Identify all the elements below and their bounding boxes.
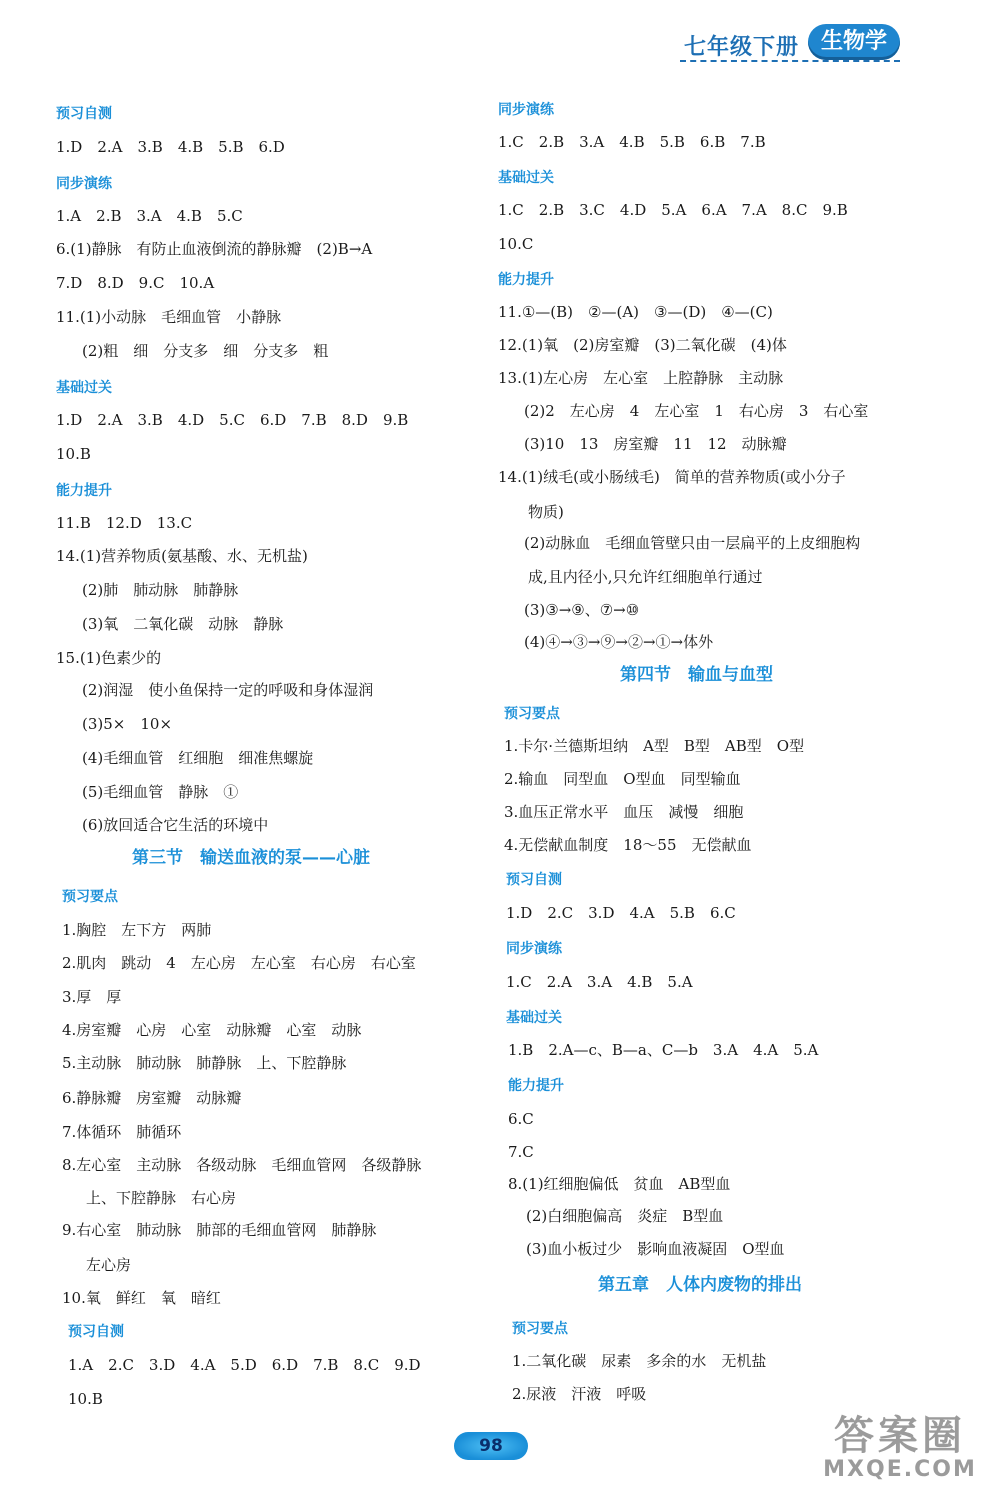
answer-line: (3)氧 二氧化碳 动脉 静脉 [82, 615, 284, 633]
section-subheading: 能力提升 [508, 1078, 564, 1094]
answer-line: 11.①—(B) ②—(A) ③—(D) ④—(C) [498, 303, 773, 321]
section-subheading: 基础过关 [498, 170, 554, 186]
answer-line: 7.D 8.D 9.C 10.A [56, 274, 215, 292]
answer-line: 10.C [498, 235, 534, 253]
answer-line: 上、下腔静脉 右心房 [86, 1189, 237, 1207]
answer-line: 7.C [508, 1143, 534, 1161]
answer-line: 6.C [508, 1110, 534, 1128]
answer-line: (2)粗 细 分支多 细 分支多 粗 [82, 342, 329, 360]
answer-line: 7.体循环 肺循环 [62, 1123, 182, 1141]
section-subheading: 预习自测 [68, 1324, 124, 1340]
answer-line: 成,且内径小,只允许红细胞单行通过 [528, 568, 763, 586]
section-subheading: 基础过关 [56, 380, 112, 396]
watermark-url: MXQE.COM [823, 1457, 977, 1482]
answer-line: 14.(1)绒毛(或小肠绒毛) 简单的营养物质(或小分子 [498, 468, 846, 486]
answer-line: (4)④→③→⑨→②→①→体外 [524, 633, 714, 651]
section-subheading: 同步演练 [506, 941, 562, 957]
answer-line: 2.输血 同型血 O型血 同型输血 [504, 770, 741, 788]
answer-line: 1.C 2.B 3.A 4.B 5.B 6.B 7.B [498, 133, 766, 151]
answer-line: (6)放回适合它生活的环境中 [82, 816, 269, 834]
answer-line: 1.卡尔·兰德斯坦纳 A型 B型 AB型 O型 [504, 737, 805, 755]
answer-line: 9.右心室 肺动脉 肺部的毛细血管网 肺静脉 [62, 1221, 377, 1239]
section-subheading: 预习自测 [56, 106, 112, 122]
answer-line: 3.血压正常水平 血压 减慢 细胞 [504, 803, 744, 821]
answer-line: 8.左心室 主动脉 各级动脉 毛细血管网 各级静脉 [62, 1156, 422, 1174]
answer-line: 10.B [68, 1390, 103, 1408]
answer-line: 6.静脉瓣 房室瓣 动脉瓣 [62, 1089, 242, 1107]
answer-line: 1.D 2.C 3.D 4.A 5.B 6.C [506, 904, 736, 922]
answer-line: 4.无偿献血制度 18～55 无偿献血 [504, 836, 752, 854]
header-divider [680, 60, 900, 62]
answer-line: 15.(1)色素少的 [56, 649, 162, 667]
answer-line: (2)肺 肺动脉 肺静脉 [82, 581, 239, 599]
answer-line: (2)2 左心房 4 左心室 1 右心房 3 右心室 [524, 402, 869, 420]
answer-line: (5)毛细血管 静脉 ① [82, 783, 239, 801]
section-subheading: 能力提升 [498, 272, 554, 288]
answer-line: (3)③→⑨、⑦→⑩ [524, 601, 640, 619]
answer-line: 物质) [528, 503, 564, 521]
section-subheading: 预习自测 [506, 872, 562, 888]
grade-label: 七年级下册 [684, 35, 800, 60]
answer-line: 1.C 2.A 3.A 4.B 5.A [506, 973, 693, 991]
answer-line: 3.厚 厚 [62, 988, 122, 1006]
section-title: 第四节 输血与血型 [620, 665, 773, 685]
answer-line: 2.肌肉 跳动 4 左心房 左心室 右心房 右心室 [62, 954, 416, 972]
answer-line: (2)动脉血 毛细血管壁只由一层扁平的上皮细胞构 [524, 534, 861, 552]
section-subheading: 预习要点 [512, 1321, 568, 1337]
answer-line: 11.(1)小动脉 毛细血管 小静脉 [56, 308, 282, 326]
answer-line: 8.(1)红细胞偏低 贫血 AB型血 [508, 1175, 731, 1193]
section-title: 第五章 人体内废物的排出 [598, 1275, 802, 1295]
answer-line: 10.氧 鲜红 氧 暗红 [62, 1289, 221, 1307]
watermark-text: 答案圈 [834, 1413, 966, 1459]
section-title: 第三节 输送血液的泵——心脏 [132, 848, 370, 868]
answer-line: 6.(1)静脉 有防止血液倒流的静脉瓣 (2)B→A [56, 240, 373, 258]
answer-line: 1.A 2.B 3.A 4.B 5.C [56, 207, 243, 225]
answer-line: (4)毛细血管 红细胞 细准焦螺旋 [82, 749, 314, 767]
section-subheading: 同步演练 [498, 102, 554, 118]
answer-line: 13.(1)左心房 左心室 上腔静脉 主动脉 [498, 369, 784, 387]
answer-line: 2.尿液 汗液 呼吸 [512, 1385, 647, 1403]
answer-line: 1.胸腔 左下方 两肺 [62, 921, 212, 939]
answer-line: 1.二氧化碳 尿素 多余的水 无机盐 [512, 1352, 767, 1370]
answer-line: (2)润湿 使小鱼保持一定的呼吸和身体湿润 [82, 681, 374, 699]
answer-line: 5.主动脉 肺动脉 肺静脉 上、下腔静脉 [62, 1054, 347, 1072]
answer-line: (2)白细胞偏高 炎症 B型血 [526, 1207, 724, 1225]
section-subheading: 同步演练 [56, 176, 112, 192]
answer-line: 12.(1)氧 (2)房室瓣 (3)二氧化碳 (4)体 [498, 336, 787, 354]
answer-line: 11.B 12.D 13.C [56, 514, 193, 532]
section-subheading: 预习要点 [62, 889, 118, 905]
answer-line: 1.B 2.A—c、B—a、C—b 3.A 4.A 5.A [508, 1041, 819, 1059]
watermark-logo [810, 1404, 990, 1504]
answer-line: (3)血小板过少 影响血液凝固 O型血 [526, 1240, 785, 1258]
subject-badge: 生物学 [808, 24, 900, 60]
answer-line: 4.房室瓣 心房 心室 动脉瓣 心室 动脉 [62, 1021, 362, 1039]
answer-line: 1.D 2.A 3.B 4.D 5.C 6.D 7.B 8.D 9.B [56, 411, 409, 429]
answer-line: 1.D 2.A 3.B 4.B 5.B 6.D [56, 138, 285, 156]
page-number: 98 [454, 1432, 528, 1460]
section-subheading: 基础过关 [506, 1010, 562, 1026]
answer-line: 1.C 2.B 3.C 4.D 5.A 6.A 7.A 8.C 9.B [498, 201, 848, 219]
answer-line: 1.A 2.C 3.D 4.A 5.D 6.D 7.B 8.C 9.D [68, 1356, 421, 1374]
answer-line: 14.(1)营养物质(氨基酸、水、无机盐) [56, 547, 308, 565]
answer-line: (3)5× 10× [82, 715, 173, 733]
answer-line: 10.B [56, 445, 91, 463]
section-subheading: 能力提升 [56, 483, 112, 499]
answer-line: 左心房 [86, 1256, 132, 1274]
section-subheading: 预习要点 [504, 706, 560, 722]
answer-line: (3)10 13 房室瓣 11 12 动脉瓣 [524, 435, 787, 453]
